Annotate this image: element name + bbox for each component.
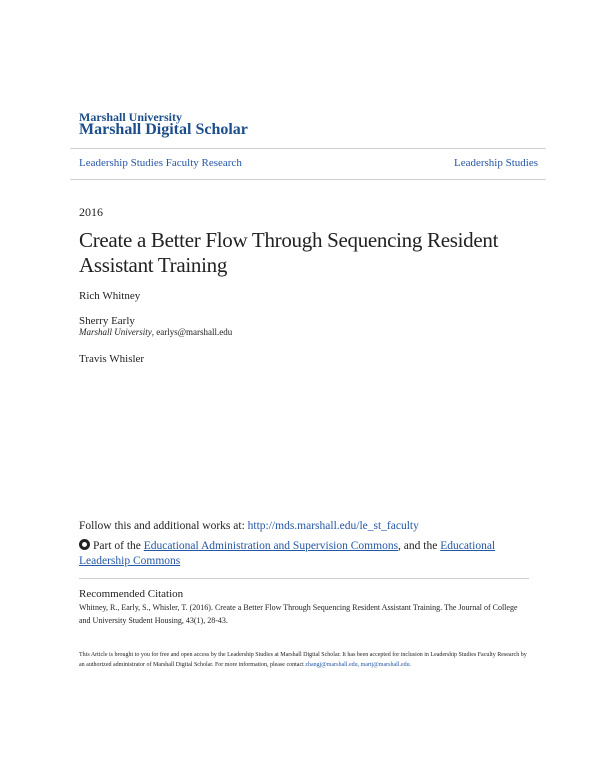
author-email[interactable]: earlys@marshall.edu xyxy=(156,327,233,337)
author-name: Rich Whitney xyxy=(79,290,141,302)
citation-divider xyxy=(79,578,529,579)
part-of-middle: , and the xyxy=(398,540,441,552)
follow-line xyxy=(79,520,419,532)
department-link[interactable]: Leadership Studies xyxy=(453,157,538,169)
follow-text: Follow this and additional works at: xyxy=(79,520,248,532)
contact-email-link[interactable]: zhangj@marshall.edu, martj@marshall.edu. xyxy=(305,662,412,668)
commons-link[interactable]: Educational Leadership Commons xyxy=(79,540,496,567)
publication-year: 2016 xyxy=(79,205,103,219)
author-name: Travis Whisler xyxy=(79,353,145,365)
institution-name: Marshall University xyxy=(79,110,182,124)
bottom-divider xyxy=(70,179,546,180)
commons-network-icon xyxy=(79,539,90,550)
author-name: Sherry Early xyxy=(79,315,135,327)
citation-heading: Recommended Citation xyxy=(79,588,184,600)
part-of-prefix: Part of the xyxy=(93,540,144,552)
follow-url-link[interactable]: http://mds.marshall.edu/le_st_faculty xyxy=(247,520,419,532)
paper-title: Create a Better Flow Through Sequencing Resident Assistant Training xyxy=(79,228,499,277)
part-of-line xyxy=(79,539,519,569)
footer-text: This Article is brought to you for free and open access by the Leadership Studies at Marshall Digital Scholar. It has been accepted for inclusion in Leadership Studies Faculty Research by an authorized administrator of Marshall Digital Scholar. For more information, please contact xyxy=(79,652,527,668)
author-affiliation: Marshall University, earlys@marshall.edu xyxy=(79,327,233,337)
commons-link[interactable]: Educational Administration and Supervision Commons xyxy=(143,540,399,552)
collection-link[interactable]: Leadership Studies Faculty Research xyxy=(79,157,242,169)
top-divider xyxy=(70,148,546,149)
affiliation-name: Marshall University xyxy=(79,327,152,337)
footer-notice xyxy=(79,650,529,670)
repository-name[interactable]: Marshall Digital Scholar xyxy=(79,121,248,138)
citation-text: Whitney, R., Early, S., Whisler, T. (2016). Create a Better Flow Through Sequencing Resident Assistant Training. The Journal of College and University Student Housing, 43(1), 28-43. xyxy=(79,603,518,625)
